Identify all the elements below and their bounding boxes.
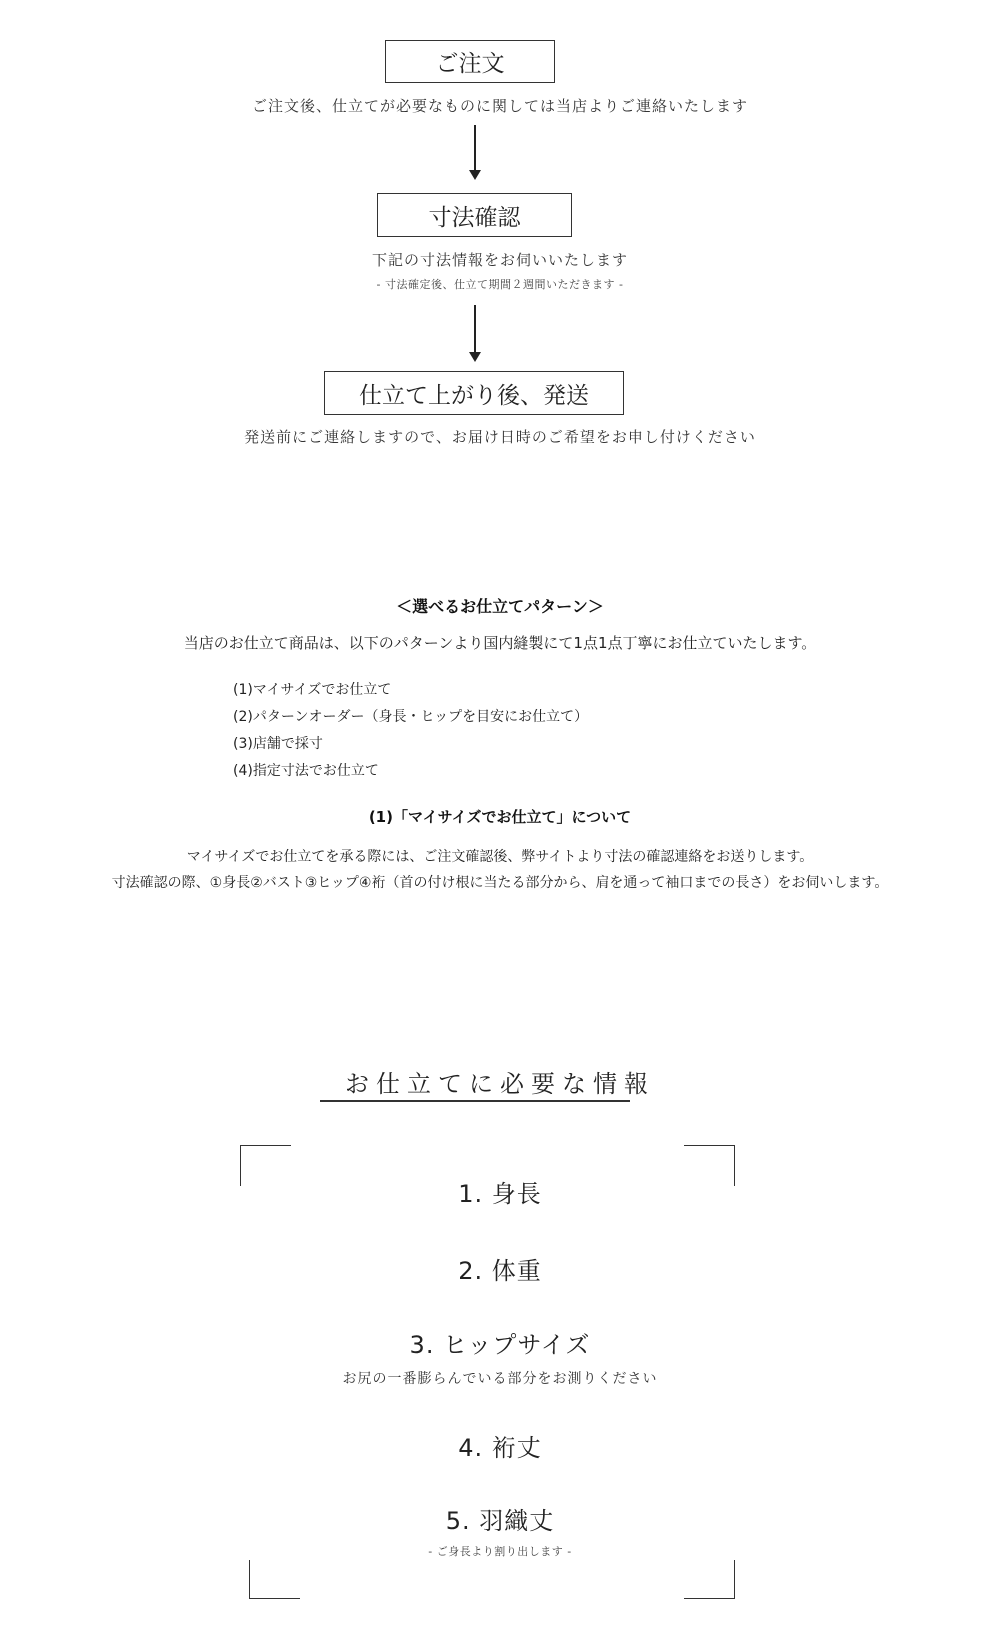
corner-bracket-bottom-left	[249, 1560, 300, 1599]
step-ship-title: 仕立て上がり後、発送	[359, 382, 589, 409]
info-item-weight: 2. 体重	[458, 1257, 542, 1285]
flow-arrow-2	[465, 305, 485, 363]
step-order-desc: ご注文後、仕立てが必要なものに関しては当店よりご連絡いたします	[251, 97, 748, 115]
step-measure-title: 寸法確認	[428, 204, 521, 231]
step-order-title: ご注文	[435, 51, 505, 77]
info-item-haori-note: - ご身長より割り出します -	[428, 1545, 572, 1558]
step-ship-desc: 発送前にご連絡しますので、お届け日時のご希望をお申し付けください	[244, 428, 756, 446]
corner-bracket-bottom-right	[684, 1560, 735, 1599]
pattern-item-1: (1)マイサイズでお仕立て	[233, 682, 392, 698]
patterns-intro: 当店のお仕立て商品は、以下のパターンより国内縫製にて1点1点丁寧にお仕立ていたします。	[183, 634, 817, 652]
step-ship-box	[324, 371, 624, 415]
required-info-title: お仕立てに必要な情報	[345, 1070, 655, 1098]
step-measure-desc: 下記の寸法情報をお伺いいたします	[371, 251, 628, 269]
info-item-haori: 5. 羽織丈	[445, 1507, 555, 1535]
info-item-height: 1. 身長	[458, 1180, 542, 1208]
mysize-line-2: 寸法確認の際、①身長②バスト③ヒップ④裄（首の付け根に当たる部分から、肩を通って袖口までの長さ）をお伺いします。	[111, 875, 889, 891]
step-order-box	[385, 40, 555, 83]
mysize-line-1: マイサイズでお仕立てを承る際には、ご注文確認後、弊サイトより寸法の確認連絡をお送りします。	[186, 849, 814, 865]
pattern-item-2: (2)パターンオーダー（身長・ヒップを目安にお仕立て）	[233, 709, 589, 725]
patterns-heading: ＜選べるお仕立てパターン＞	[396, 597, 604, 616]
info-item-hip-note: お尻の一番膨らんでいる部分をお測りください	[342, 1371, 658, 1387]
pattern-item-3: (3)店舗で採寸	[233, 736, 323, 752]
title-underline	[320, 1100, 630, 1102]
flow-arrow-1	[465, 125, 485, 181]
step-measure-box	[377, 193, 572, 237]
info-item-hip: 3. ヒップサイズ	[409, 1331, 591, 1359]
pattern-item-4: (4)指定寸法でお仕立て	[233, 763, 379, 779]
step-measure-subdesc: - 寸法確定後、仕立て期間２週間いただきます -	[376, 278, 624, 291]
mysize-heading: (1)「マイサイズでお仕立て」について	[368, 808, 632, 826]
info-item-yuki: 4. 裄丈	[458, 1434, 542, 1462]
